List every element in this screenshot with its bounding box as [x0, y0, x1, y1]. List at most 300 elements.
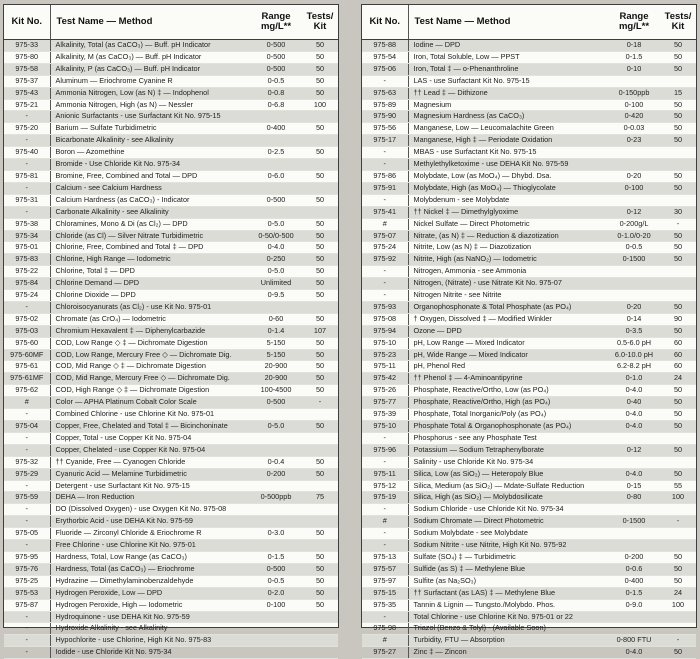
test-name-cell: pH, Phenol Red	[408, 361, 608, 373]
kit-no-cell: #	[362, 516, 408, 528]
table-row	[4, 123, 338, 135]
range-cell: 0-15	[608, 480, 660, 492]
range-cell: 0-100	[250, 599, 302, 611]
range-cell	[250, 504, 302, 516]
range-cell: 0-50/0-500	[250, 230, 302, 242]
header-tests-line1: Tests/	[306, 11, 334, 23]
tests-per-kit-cell: 50	[302, 75, 338, 87]
kit-no-cell: 975-60	[4, 337, 50, 349]
test-name-cell: Chloramines, Mono & Di (as Cl₂) — DPD	[50, 218, 250, 230]
kit-no-cell: -	[4, 409, 50, 421]
kit-no-cell: -	[362, 266, 408, 278]
kit-no-cell: -	[362, 611, 408, 623]
table-row	[4, 266, 338, 278]
tests-per-kit-cell: 50	[302, 587, 338, 599]
test-name-cell: Hypochlorite - use Chlorine, High Kit No. 975-83	[50, 635, 250, 647]
test-name-cell: COD, Mid Range, Mercury Free ◇ — Dichromate Dig.	[50, 373, 250, 385]
range-cell	[250, 444, 302, 456]
kit-no-cell: 975-06	[362, 63, 408, 75]
table-row	[4, 385, 338, 397]
kit-no-cell: -	[362, 194, 408, 206]
table-row	[4, 63, 338, 75]
range-cell: 0-1500	[608, 254, 660, 266]
range-cell: 0-40	[608, 397, 660, 409]
kit-no-cell: 975-29	[4, 468, 50, 480]
test-name-cell: Iron, Total Soluble, Low — PPST	[408, 51, 608, 63]
range-cell: 0-500	[250, 63, 302, 75]
table-row	[4, 421, 338, 433]
test-name-cell: Alkalinity, P (as CaCO₃) — Buff. pH Indicator	[50, 63, 250, 75]
range-cell: 0-500	[250, 397, 302, 409]
range-cell: 0-0.03	[608, 123, 660, 135]
range-cell: 0-1.4	[250, 325, 302, 337]
header-row	[4, 5, 338, 40]
table-row	[362, 51, 696, 63]
tests-per-kit-cell	[660, 194, 696, 206]
kit-no-cell: -	[4, 611, 50, 623]
header-kit-no: Kit No.	[362, 5, 408, 40]
kit-no-cell: 975-62	[4, 385, 50, 397]
range-cell: 0-5.0	[250, 218, 302, 230]
tests-per-kit-cell: 50	[302, 242, 338, 254]
tests-per-kit-cell: 50	[302, 599, 338, 611]
kit-no-cell: 975-77	[362, 397, 408, 409]
kit-no-cell: -	[4, 301, 50, 313]
test-name-cell: Alkalinity, Total (as CaCO₃) — Buff. pH Indicator	[50, 40, 250, 52]
range-cell: 0-100	[608, 99, 660, 111]
tests-per-kit-cell: 50	[302, 385, 338, 397]
kit-no-cell: 975-02	[4, 313, 50, 325]
test-name-cell: Alkalinity, M (as CaCO₃) — Buff. pH Indicator	[50, 51, 250, 63]
table-row	[362, 147, 696, 159]
tests-per-kit-cell: 50	[302, 528, 338, 540]
range-cell: 0-60	[250, 313, 302, 325]
tests-per-kit-cell	[660, 290, 696, 302]
test-name-cell: Sodium Chloride - use Chloride Kit No. 975-34	[408, 504, 608, 516]
range-cell	[250, 516, 302, 528]
kit-no-cell: 975-21	[4, 99, 50, 111]
kit-no-cell: 975-42	[362, 373, 408, 385]
test-name-cell: Chromate (as CrO₄) — Iodometric	[50, 313, 250, 325]
test-name-cell: Ozone — DPD	[408, 325, 608, 337]
table-row	[4, 301, 338, 313]
tests-per-kit-cell: 50	[302, 218, 338, 230]
kit-no-cell: -	[362, 159, 408, 171]
test-name-cell: Calcium Hardness (as CaCO₃) - Indicator	[50, 194, 250, 206]
kit-no-cell: -	[4, 504, 50, 516]
table-row	[4, 480, 338, 492]
kit-no-cell: 975-60MF	[4, 349, 50, 361]
tests-per-kit-cell: 50	[302, 170, 338, 182]
kit-no-cell: -	[4, 540, 50, 552]
tests-per-kit-cell: -	[660, 516, 696, 528]
test-name-cell: Nitrogen Nitrite - see Nitrite	[408, 290, 608, 302]
table-body-left	[4, 40, 338, 659]
kit-no-cell: 975-12	[362, 480, 408, 492]
table-row	[362, 194, 696, 206]
test-name-cell: Sodium Chromate — Direct Photometric	[408, 516, 608, 528]
tests-per-kit-cell: 15	[660, 87, 696, 99]
test-name-cell: Free Chlorine - use Chlorine Kit No. 975-01	[50, 540, 250, 552]
kit-no-cell: 975-31	[4, 194, 50, 206]
kit-no-cell: 975-84	[4, 278, 50, 290]
tests-per-kit-cell	[302, 182, 338, 194]
test-name-cell: Phosphate, Reactive/Ortho, High (as PO₄)	[408, 397, 608, 409]
range-cell: 0-10	[608, 63, 660, 75]
test-name-cell: Potassium — Sodium Tetraphenylborate	[408, 444, 608, 456]
tests-per-kit-cell: 50	[302, 63, 338, 75]
tests-per-kit-cell	[302, 647, 338, 659]
table-row	[362, 266, 696, 278]
kit-no-cell: 975-04	[4, 421, 50, 433]
kit-no-cell: 975-92	[362, 254, 408, 266]
tests-per-kit-cell: 50	[302, 278, 338, 290]
test-name-cell: Fluoride — Zirconyl Chloride & Eriochrome R	[50, 528, 250, 540]
table-row	[4, 206, 338, 218]
kit-no-cell: -	[4, 647, 50, 659]
test-name-cell: Copper, Chelated - use Copper Kit No. 975-04	[50, 444, 250, 456]
range-cell: 6.0-10.0 pH	[608, 349, 660, 361]
kit-no-cell: -	[4, 135, 50, 147]
range-cell	[250, 432, 302, 444]
table-row	[4, 563, 338, 575]
test-name-cell: Salinity - use Chloride Kit No. 975-34	[408, 456, 608, 468]
range-cell: 0-0.8	[250, 87, 302, 99]
test-name-cell: Nitrite, Low (as N) ‡ — Diazotization	[408, 242, 608, 254]
kit-no-cell: 975-81	[4, 170, 50, 182]
range-cell: 100-4500	[250, 385, 302, 397]
table-row	[362, 635, 696, 647]
range-cell: 0-0.4	[250, 456, 302, 468]
kit-no-cell: 975-13	[362, 551, 408, 563]
range-cell: 0-20	[608, 301, 660, 313]
tests-per-kit-cell: 50	[302, 468, 338, 480]
kit-no-cell: 975-58	[4, 63, 50, 75]
kit-no-cell: 975-41	[362, 206, 408, 218]
header-range	[250, 5, 302, 40]
range-cell	[608, 278, 660, 290]
table-row	[4, 551, 338, 563]
table-row	[4, 456, 338, 468]
range-cell: 0-250	[250, 254, 302, 266]
kit-no-cell: 975-38	[4, 218, 50, 230]
table-row	[4, 230, 338, 242]
table-row	[4, 111, 338, 123]
tests-per-kit-cell: 50	[302, 313, 338, 325]
kit-no-cell: 975-76	[4, 563, 50, 575]
kit-no-cell: 975-93	[362, 301, 408, 313]
range-cell: 0-800 FTU	[608, 635, 660, 647]
tests-per-kit-cell	[302, 432, 338, 444]
table-row	[4, 397, 338, 409]
tests-per-kit-cell	[302, 540, 338, 552]
table-row	[362, 492, 696, 504]
range-cell	[608, 540, 660, 552]
tests-per-kit-cell: 50	[660, 123, 696, 135]
test-name-cell: Manganese, High ‡ — Periodate Oxidation	[408, 135, 608, 147]
kit-no-cell: 975-59	[4, 492, 50, 504]
kit-no-cell: -	[4, 635, 50, 647]
tests-per-kit-cell: 50	[302, 290, 338, 302]
tests-per-kit-cell: 100	[660, 599, 696, 611]
tests-per-kit-cell: 50	[660, 325, 696, 337]
tests-per-kit-cell	[660, 528, 696, 540]
table-row	[4, 159, 338, 171]
table-row	[362, 290, 696, 302]
test-name-cell: Carbonate Alkalinity - see Alkalinity	[50, 206, 250, 218]
table-row	[4, 409, 338, 421]
range-cell: 6.2-8.2 pH	[608, 361, 660, 373]
tests-per-kit-cell: 50	[302, 575, 338, 587]
tests-per-kit-cell: 30	[660, 206, 696, 218]
range-cell: 0-20	[608, 170, 660, 182]
table-row	[4, 290, 338, 302]
table-row	[362, 528, 696, 540]
kit-no-cell: 975-10	[362, 337, 408, 349]
table-row	[362, 301, 696, 313]
kit-no-cell: -	[4, 444, 50, 456]
test-name-cell: COD, Low Range, Mercury Free ◇ — Dichromate Dig.	[50, 349, 250, 361]
table-row	[4, 599, 338, 611]
tests-per-kit-cell: 50	[660, 254, 696, 266]
tests-per-kit-cell	[302, 301, 338, 313]
table-row	[4, 147, 338, 159]
test-name-cell: Silica, Low (as SiO₂) — Heteropoly Blue	[408, 468, 608, 480]
test-name-cell: Detergent - use Surfactant Kit No. 975-15	[50, 480, 250, 492]
tests-per-kit-cell: 50	[302, 361, 338, 373]
range-cell	[608, 147, 660, 159]
test-name-cell: †† Phenol ‡ — 4-Aminoantipyrine	[408, 373, 608, 385]
kit-no-cell: 975-39	[362, 409, 408, 421]
table-row	[362, 111, 696, 123]
range-cell: 0-200	[608, 551, 660, 563]
range-cell: 0-5.0	[250, 266, 302, 278]
test-name-cell: Copper, Total - use Copper Kit No. 975-04	[50, 432, 250, 444]
kit-no-cell: 975-90	[362, 111, 408, 123]
tests-per-kit-cell: 24	[660, 587, 696, 599]
kit-no-cell: 975-19	[362, 492, 408, 504]
range-cell	[608, 159, 660, 171]
range-cell: 0-9.0	[608, 599, 660, 611]
table-row	[4, 40, 338, 52]
header-tests-line2: Kit	[313, 21, 327, 32]
test-name-cell: Molybdate, High (as MoO₄) — Thioglycolate	[408, 182, 608, 194]
range-cell: 0-1.5	[608, 587, 660, 599]
table-row	[362, 99, 696, 111]
tests-per-kit-cell	[660, 266, 696, 278]
right-kit-table-panel	[361, 4, 697, 657]
test-name-cell: Nitrogen, Ammonia - see Ammonia	[408, 266, 608, 278]
test-name-cell: †† Surfactant (as LAS) ‡ — Methylene Blue	[408, 587, 608, 599]
range-cell	[608, 611, 660, 623]
kit-no-cell: 975-53	[4, 587, 50, 599]
test-name-cell: Chlorine Demand — DPD	[50, 278, 250, 290]
header-test-name: Test Name — Method	[408, 5, 608, 40]
tests-per-kit-cell	[302, 480, 338, 492]
table-row	[4, 170, 338, 182]
test-name-cell: DO (Dissolved Oxygen) - use Oxygen Kit No. 975-08	[50, 504, 250, 516]
range-cell: 0-80	[608, 492, 660, 504]
tests-per-kit-cell: 50	[302, 194, 338, 206]
tests-per-kit-cell: 50	[660, 40, 696, 52]
kit-no-cell: 975-95	[4, 551, 50, 563]
kit-no-cell: 975-61	[4, 361, 50, 373]
tests-per-kit-cell: 50	[660, 301, 696, 313]
kit-no-cell: -	[4, 182, 50, 194]
test-name-cell: Sulfide (as S) ‡ — Methylene Blue	[408, 563, 608, 575]
range-cell: 0-4.0	[608, 385, 660, 397]
test-name-cell: Chlorine, High Range — Iodometric	[50, 254, 250, 266]
test-name-cell: Nitrate, (as N) ‡ — Reduction & diazotization	[408, 230, 608, 242]
test-name-cell: Zinc ‡ — Zincon	[408, 647, 608, 659]
tests-per-kit-cell: 50	[302, 230, 338, 242]
test-name-cell: Sodium Molybdate - see Molybdate	[408, 528, 608, 540]
table-row	[4, 635, 338, 647]
kit-no-cell: 975-63	[362, 87, 408, 99]
kit-no-cell: -	[4, 516, 50, 528]
range-cell: 0-2.5	[250, 147, 302, 159]
range-cell: 0-1.0	[608, 373, 660, 385]
range-cell: 0-1.5	[250, 551, 302, 563]
range-cell	[608, 456, 660, 468]
tests-per-kit-cell: 50	[302, 147, 338, 159]
kit-no-cell: -	[4, 111, 50, 123]
range-cell	[250, 480, 302, 492]
range-cell: 0-0.5	[250, 575, 302, 587]
tests-per-kit-cell	[660, 75, 696, 87]
table-row	[362, 170, 696, 182]
tests-per-kit-cell: 50	[660, 135, 696, 147]
range-cell	[608, 290, 660, 302]
range-cell	[608, 528, 660, 540]
table-row	[362, 563, 696, 575]
test-name-cell: Iodide - use Chloride Kit No. 975-34	[50, 647, 250, 659]
table-row	[362, 349, 696, 361]
test-name-cell: Color — APHA Platinum Cobalt Color Scale	[50, 397, 250, 409]
kit-no-cell: 975-23	[362, 349, 408, 361]
range-cell: 0-4.0	[608, 421, 660, 433]
kit-no-cell: -	[362, 456, 408, 468]
test-name-cell: Barium — Sulfate Turbidimetric	[50, 123, 250, 135]
tests-per-kit-cell: 75	[302, 492, 338, 504]
table-row	[362, 599, 696, 611]
tests-per-kit-cell	[660, 456, 696, 468]
kit-no-cell: 975-10	[362, 421, 408, 433]
kit-no-cell: 975-61MF	[4, 373, 50, 385]
range-cell	[608, 504, 660, 516]
range-cell: 0-500	[250, 563, 302, 575]
table-row	[4, 504, 338, 516]
tests-per-kit-cell: 50	[660, 230, 696, 242]
table-row	[362, 123, 696, 135]
kit-no-cell: 975-17	[362, 135, 408, 147]
range-cell	[250, 135, 302, 147]
test-name-cell: Hydrogen Peroxide, Low — DPD	[50, 587, 250, 599]
test-name-cell: pH, Wide Range — Mixed Indicator	[408, 349, 608, 361]
tests-per-kit-cell: -	[660, 635, 696, 647]
header-tests-line2: Kit	[671, 21, 685, 32]
tests-per-kit-cell	[660, 147, 696, 159]
kit-table-right	[362, 5, 696, 659]
kit-no-cell: 975-94	[362, 325, 408, 337]
tests-per-kit-cell	[660, 278, 696, 290]
table-row	[4, 325, 338, 337]
test-name-cell: Magnesium	[408, 99, 608, 111]
table-row	[362, 182, 696, 194]
kit-no-cell: -	[362, 278, 408, 290]
test-name-cell: DEHA — Iron Reduction	[50, 492, 250, 504]
kit-no-cell: #	[362, 635, 408, 647]
table-row	[4, 611, 338, 623]
test-name-cell: Phosphorus - see any Phosphate Test	[408, 432, 608, 444]
test-name-cell: Manganese, Low — Leucomalachite Green	[408, 123, 608, 135]
test-name-cell: Iron, Total ‡ — o-Phenanthroline	[408, 63, 608, 75]
test-name-cell: Molybdenum - see Molybdate	[408, 194, 608, 206]
kit-no-cell: 975-07	[362, 230, 408, 242]
range-cell: 0-12	[608, 206, 660, 218]
range-cell	[608, 194, 660, 206]
test-name-cell: MBAS - use Surfactant Kit No. 975-15	[408, 147, 608, 159]
kit-no-cell: -	[4, 206, 50, 218]
tests-per-kit-cell: 60	[660, 337, 696, 349]
table-row	[362, 40, 696, 52]
kit-no-cell: -	[362, 75, 408, 87]
range-cell: 0-3.5	[608, 325, 660, 337]
range-cell	[250, 540, 302, 552]
tests-per-kit-cell: 50	[660, 444, 696, 456]
kit-no-cell: #	[362, 218, 408, 230]
table-row	[4, 182, 338, 194]
range-cell: 0-150ppb	[608, 87, 660, 99]
table-row	[4, 135, 338, 147]
tests-per-kit-cell: 50	[660, 99, 696, 111]
test-name-cell: Calcium - see Calcium Hardness	[50, 182, 250, 194]
header-range-line1: Range	[261, 11, 291, 23]
table-row	[362, 456, 696, 468]
test-name-cell: Total Chlorine - use Chlorine Kit No. 975-01 or 22	[408, 611, 608, 623]
tests-per-kit-cell: 50	[302, 456, 338, 468]
test-name-cell: COD, Low Range ◇ ‡ — Dichromate Digestion	[50, 337, 250, 349]
range-cell	[250, 635, 302, 647]
range-cell: 0-9.5	[250, 290, 302, 302]
table-row	[4, 587, 338, 599]
tests-per-kit-cell	[302, 111, 338, 123]
table-row	[4, 242, 338, 254]
tests-per-kit-cell	[660, 623, 696, 635]
tests-per-kit-cell: 50	[660, 51, 696, 63]
tests-per-kit-cell: 90	[660, 313, 696, 325]
test-name-cell: Hardness, Total (as CaCO₃) — Eriochrome	[50, 563, 250, 575]
table-row	[362, 444, 696, 456]
kit-no-cell: 975-24	[4, 290, 50, 302]
kit-no-cell: 975-35	[362, 599, 408, 611]
table-row	[362, 361, 696, 373]
table-row	[4, 278, 338, 290]
table-row	[4, 313, 338, 325]
tests-per-kit-cell: 50	[660, 397, 696, 409]
kit-no-cell: 975-83	[4, 254, 50, 266]
range-cell: 0-1.5	[608, 51, 660, 63]
table-row	[4, 575, 338, 587]
kit-no-cell: 975-11	[362, 468, 408, 480]
kit-no-cell: 975-80	[4, 51, 50, 63]
tests-per-kit-cell: 50	[660, 575, 696, 587]
tests-per-kit-cell: 100	[302, 99, 338, 111]
range-cell: 0-100	[608, 182, 660, 194]
test-name-cell: Sulfite (as Na₂SO₃)	[408, 575, 608, 587]
table-row	[4, 516, 338, 528]
test-name-cell: Hardness, Total, Low Range (as CaCO₃)	[50, 551, 250, 563]
